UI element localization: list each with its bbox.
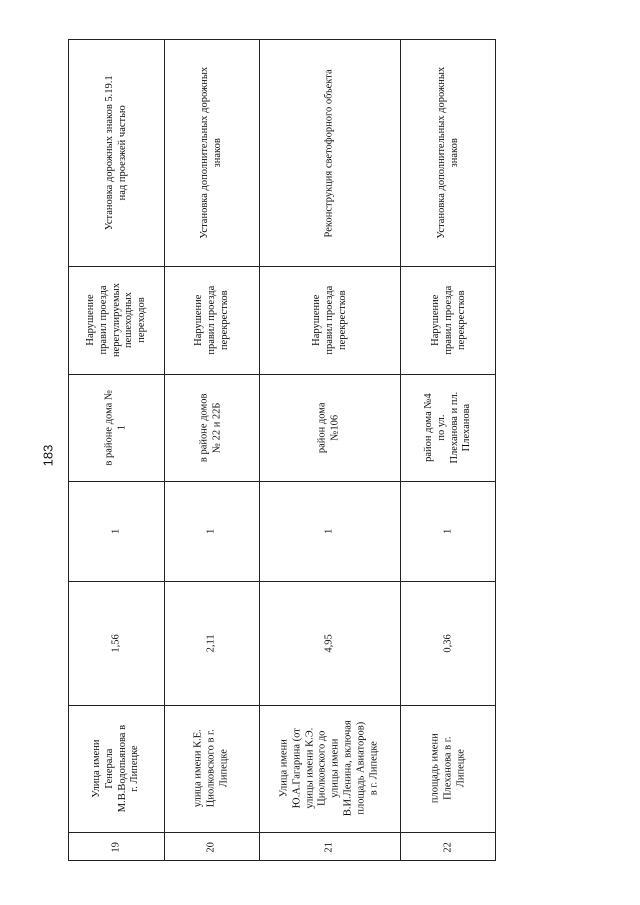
cell-num [259, 832, 400, 862]
cell-length [400, 581, 497, 705]
street-text: Улица имени Генерала М.В.Водопьянова в г. Липецке [90, 724, 141, 813]
cell-measure [259, 40, 400, 266]
measure-text: Установка дорожных знаков 5.19.1 над проезжей частью [103, 75, 128, 231]
count-text: 1 [205, 528, 217, 534]
cell-street [400, 705, 497, 832]
table-row [69, 40, 164, 860]
cell-length [164, 581, 259, 705]
cell-measure [400, 40, 497, 266]
cell-violation [259, 266, 400, 374]
count-text: 1 [442, 528, 454, 534]
count-text: 1 [323, 528, 335, 534]
cell-measure [164, 40, 259, 266]
length-text: 1,56 [110, 633, 122, 653]
cell-num [164, 832, 259, 862]
table-row [259, 40, 400, 860]
violation-text: Нарушение правил проезда перекрестков [192, 285, 229, 355]
cell-count [400, 481, 497, 581]
num-text: 19 [110, 841, 122, 853]
length-text: 4,95 [323, 633, 335, 653]
cell-street [69, 705, 164, 832]
traffic-violations-table [68, 39, 496, 861]
violation-text: Нарушение правил проезда перекрестков [429, 285, 466, 355]
length-text: 2,11 [205, 633, 217, 652]
cell-length [259, 581, 400, 705]
cell-violation [69, 266, 164, 374]
num-text: 22 [442, 841, 454, 853]
cell-street [259, 705, 400, 832]
cell-count [259, 481, 400, 581]
count-text: 1 [110, 528, 122, 534]
cell-location [259, 374, 400, 481]
cell-location [400, 374, 497, 481]
cell-count [164, 481, 259, 581]
page-number: 183 [40, 444, 56, 466]
cell-street [164, 705, 259, 832]
cell-num [69, 832, 164, 862]
location-text: в районе дома № 1 [103, 389, 128, 466]
cell-violation [400, 266, 497, 374]
violation-text: Нарушение правил проезда перекрестков [310, 285, 347, 355]
location-text: район дома №106 [316, 402, 341, 453]
num-text: 20 [205, 841, 217, 853]
measure-text: Установка дополнительных дорожных знаков [198, 67, 223, 239]
cell-measure [69, 40, 164, 266]
street-text: площадь имени Плеханова в г. Липецке [429, 733, 466, 804]
violation-text: Нарушение правил проезда нерегулируемых пешеходных переходов [84, 283, 147, 357]
location-text: район дома №4 по ул. Плеханова и пл. Плеханова [422, 391, 473, 464]
street-text: Улица имени Ю.А.Гагарина (от улицы имени К.Э. Циолковского до улицы имени В.И.Ленина, включая площадь Авиаторов) в г. Липецке [278, 720, 379, 817]
table-row [164, 40, 259, 860]
table-row [400, 40, 497, 860]
measure-text: Реконструкция светофорного объекта [323, 68, 335, 238]
street-text: улица имени К.Е. Циолковского в г. Липецке [192, 729, 229, 808]
cell-location [164, 374, 259, 481]
cell-length [69, 581, 164, 705]
location-text: в районе домов № 22 и 22Б [198, 393, 223, 462]
cell-num [400, 832, 497, 862]
cell-count [69, 481, 164, 581]
num-text: 21 [323, 841, 335, 853]
cell-location [69, 374, 164, 481]
cell-violation [164, 266, 259, 374]
length-text: 0,36 [442, 633, 454, 653]
measure-text: Установка дополнительных дорожных знаков [435, 67, 460, 239]
